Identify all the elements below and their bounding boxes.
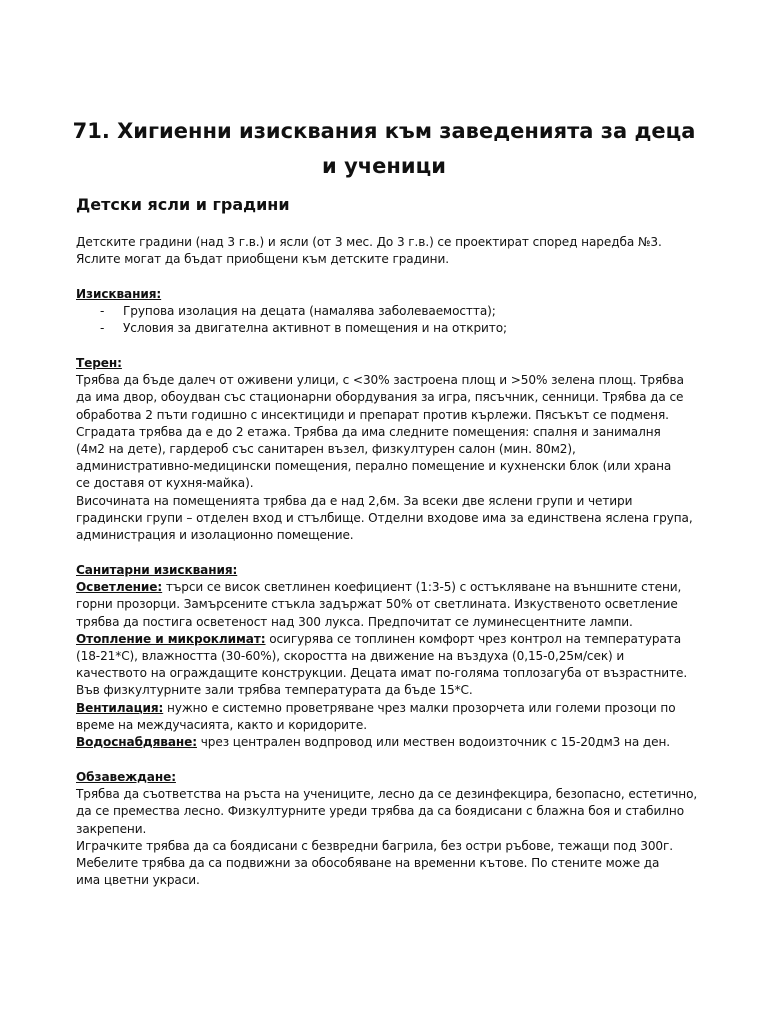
terrain-line: Височината на помещенията трябва да е над 2,6м. За всеки две яслени групи и четири — [76, 493, 633, 508]
heating-line: (18-21*С), влажността (30-60%), скоростта на движение на въздуха (0,15-0,25м/сек) и — [76, 649, 625, 664]
list-item-text: Групова изолация на децата (намалява заболеваемостта); — [123, 304, 496, 319]
terrain-line: се доставя от кухня-майка). — [76, 476, 254, 491]
furnishing-label: Обзавеждане: — [76, 770, 176, 784]
heating-line — [76, 631, 716, 648]
intro-line: Яслите могат да бъдат приобщени към детските градини. — [76, 252, 449, 267]
list-item — [76, 303, 716, 320]
lighting-line: горни прозорци. Замърсените стъкла задържат 50% от светлината. Изкуственото осветление — [76, 597, 678, 612]
terrain-line: Трябва да бъде далеч от оживени улици, с <30% застроена площ и >50% зелена площ. Трябва — [76, 373, 684, 388]
terrain-line: градински групи – отделен вход и стълбище. Отделни входове има за единствена яслена група, — [76, 510, 693, 525]
list-item-text: Условия за двигателна активнот в помещения и на открито; — [123, 321, 508, 336]
furnishing-line: закрепени. — [76, 821, 147, 836]
requirements-block — [76, 286, 716, 338]
ventilation-line — [76, 700, 716, 717]
lighting-label: Осветление: — [76, 580, 163, 595]
terrain-line: обработва 2 пъти годишно с инсектициди и препарат против кърлежи. Пясъкът се подменя. — [76, 407, 669, 422]
page-title — [60, 114, 708, 184]
terrain-line: Сградата трябва да е до 2 етажа. Трябва да има следните помещения: спалня и занималня — [76, 424, 661, 439]
terrain-line: да има двор, обоудван със стационарни обордувания за игра, пясъчник, сенници. Трябва да се — [76, 390, 684, 405]
heating-label: Отопление и микроклимат: — [76, 631, 266, 646]
heating-line: Във физкултурните зали трябва температурата да бъде 15*С. — [76, 683, 473, 698]
requirements-label: Изисквания: — [76, 287, 162, 301]
furnishing-line: Играчките трябва да са боядисани с безвредни багрила, без остри ръбове, тежащи под 300г. — [76, 838, 674, 853]
list-item — [76, 320, 716, 337]
title-line-2: и ученици — [322, 154, 446, 178]
section-heading: Детски ясли и градини — [76, 195, 290, 214]
terrain-label: Терен: — [76, 356, 122, 370]
water-text: чрез централен водпровод или мествен водоизточник с 15-20дм3 на ден. — [196, 735, 671, 750]
sanitary-label: Санитарни изисквания: — [76, 563, 238, 577]
furnishing-line: има цветни украси. — [76, 873, 200, 888]
title-line-1: 71. Хигиенни изисквания към заведенията за деца — [72, 119, 696, 143]
terrain-block — [76, 355, 716, 544]
furnishing-block — [76, 769, 716, 889]
intro-line: Детските градини (над 3 г.в.) и ясли (от 3 мес. До 3 г.в.) се проектират според наредба №3. — [76, 235, 662, 249]
intro-paragraph — [76, 234, 716, 268]
terrain-line: (4м2 на дете), гардероб със санитарен възел, физкултурен салон (мин. 80м2), — [76, 442, 576, 457]
lighting-line: трябва да постига осветеност над 300 лукса. Предпочитат се луминесцентните лампи. — [76, 614, 633, 629]
terrain-line: администрация и изолационно помещение. — [76, 528, 354, 543]
water-line — [76, 734, 716, 751]
furnishing-line: Трябва да съответства на ръста на учениците, лесно да се дезинфекцира, безопасно, естетично, — [76, 787, 698, 802]
sanitary-block — [76, 562, 716, 751]
water-label: Водоснабдяване: — [76, 735, 197, 750]
ventilation-label: Вентилация: — [76, 700, 164, 715]
lighting-line — [76, 579, 716, 596]
bullet-marker: - — [100, 321, 105, 336]
heating-line: качеството на ограждащите конструкции. Децата имат по-голяма топлозагуба от възрастните. — [76, 666, 688, 681]
bullet-marker: - — [100, 304, 105, 319]
heating-text: осигурява се топлинен комфорт чрез контрол на температурата — [265, 631, 682, 646]
ventilation-line: време на междучасията, както и коридорите. — [76, 717, 367, 732]
furnishing-line: да се премества лесно. Физкултурните уреди трябва да са боядисани с блажна боя и стабилно — [76, 804, 685, 819]
furnishing-line: Мебелите трябва да са подвижни за обособяване на временни кътове. По стените може да — [76, 856, 660, 871]
ventilation-text: нужно е системно проветряване чрез малки прозорчета или големи прозоци по — [163, 700, 676, 715]
terrain-line: административно-медицински помещения, перално помещение и кухненски блок (или храна — [76, 459, 672, 474]
lighting-text: търси се висок светлинен коефициент (1:3-5) с остъкляване на външните стени, — [162, 580, 682, 595]
